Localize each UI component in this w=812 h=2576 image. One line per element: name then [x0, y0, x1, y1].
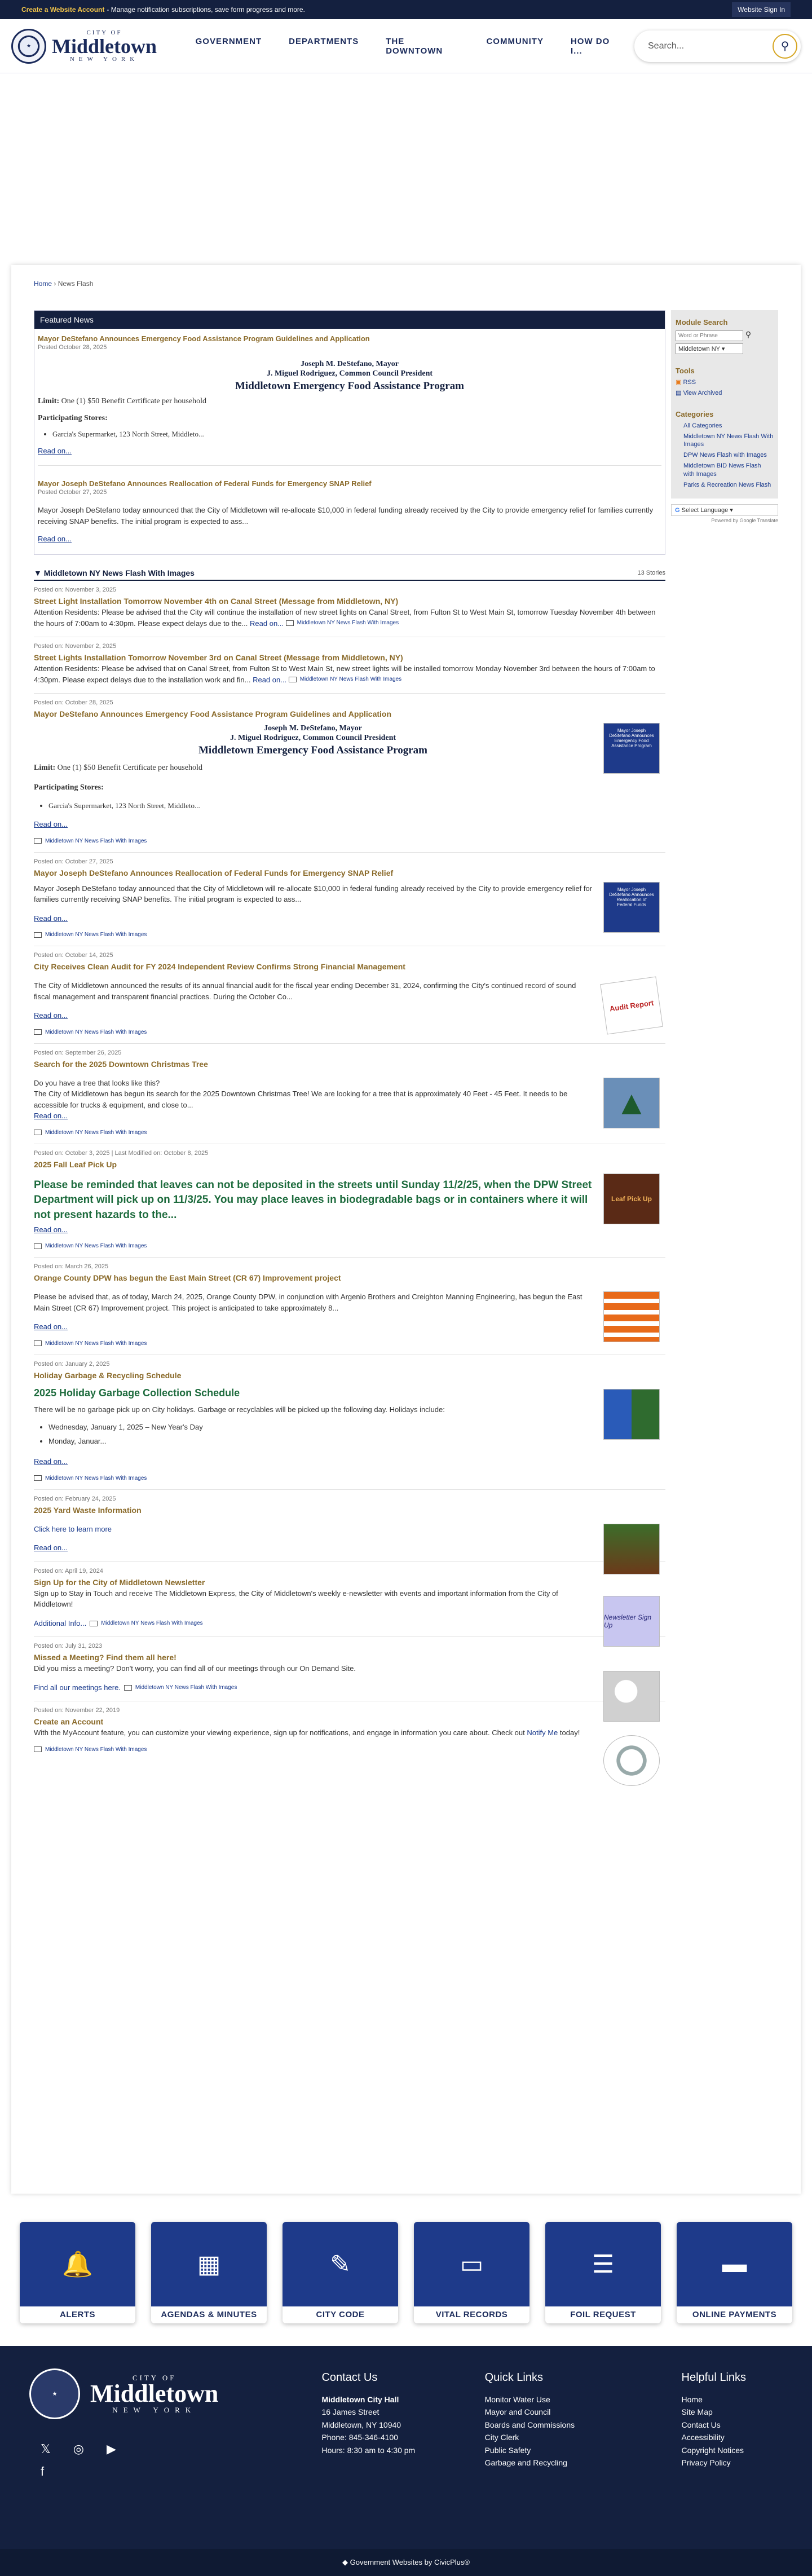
news-item	[34, 1490, 665, 1562]
news-date: Posted on: October 14, 2025	[34, 952, 113, 959]
category-icon	[34, 838, 42, 844]
category-icon	[34, 1340, 42, 1346]
letterhead-mayor: Joseph M. DeStefano, Mayor	[301, 360, 399, 368]
category-bid[interactable]: Middletown BID News Flash with Images	[683, 462, 761, 478]
categories-heading: Categories	[676, 409, 714, 418]
thumbnail-caption: Leaf Pick Up	[611, 1194, 652, 1203]
collapse-icon[interactable]: ▼	[34, 568, 42, 578]
category-icon	[34, 1746, 42, 1752]
featured-item-date: Posted October 27, 2025	[38, 489, 107, 496]
helpful-links-heading: Helpful Links	[681, 2371, 747, 2384]
language-select[interactable]: G Select Language ▾	[671, 504, 778, 516]
quick-link-label: AGENDAS & MINUTES	[161, 2310, 257, 2319]
news-date: Posted on: October 28, 2025	[34, 699, 113, 707]
news-flash-heading	[34, 568, 665, 581]
account-message-text: - Manage notification subscriptions, save form progress and more.	[107, 6, 305, 14]
read-on-link[interactable]: Read on...	[34, 1322, 68, 1331]
holiday-item: • Monday, Januar...	[48, 1435, 592, 1449]
limit-label: Limit:	[34, 763, 56, 772]
read-on-link[interactable]: Read on...	[250, 619, 284, 628]
news-body-tail: today!	[559, 1728, 580, 1737]
news-item	[34, 1355, 665, 1490]
news-date: Posted on: October 3, 2025 | Last Modified on: October 8, 2025	[34, 1149, 209, 1157]
featured-item	[34, 329, 665, 474]
category-icon	[124, 1685, 132, 1691]
traffic-barrels-thumbnail[interactable]	[603, 1291, 660, 1342]
nav-departments[interactable]: DEPARTMENTS	[289, 36, 359, 46]
news-body-2: The City of Middletown has begun its search for the 2025 Downtown Christmas Tree! We are looking for a tree that is approximately 40 Feet - 45 Feet. It needs to be accessible for trucks & equipment, and close to...	[34, 1089, 568, 1109]
footer-city-name: Middletown	[90, 2380, 219, 2407]
account-message	[21, 6, 305, 14]
news-date: Posted on: October 27, 2025	[34, 858, 113, 865]
news-body: Did you miss a meeting? Don't worry, you can find all of our meetings through our On Demand Site.	[34, 1664, 356, 1673]
breadcrumb-current: News Flash	[58, 280, 94, 288]
civicplus-credit[interactable]	[0, 2549, 812, 2576]
read-on-link[interactable]: Read on...	[34, 1011, 68, 1020]
read-on-link[interactable]: Read on...	[34, 914, 68, 923]
civicplus-icon: ◆	[342, 2558, 348, 2566]
language-select-label: Select Language	[681, 506, 729, 514]
bell-icon: 🔔	[20, 2222, 135, 2306]
news-date: Posted on: November 22, 2019	[34, 1707, 120, 1714]
city-seal-icon: ★	[11, 29, 46, 64]
featured-item-title[interactable]: Mayor Joseph DeStefano Announces Reallocation of Federal Funds for Emergency SNAP Relief	[38, 479, 372, 488]
read-on-link[interactable]: Read on...	[38, 447, 72, 456]
news-item	[34, 637, 665, 694]
footer-link-privacy[interactable]: Privacy Policy	[681, 2458, 731, 2467]
thumbnail-caption: Mayor Joseph DeStefano Announces Emergency Food Assistance Program	[609, 728, 654, 749]
store-item: • Garcia's Supermarket, 123 North Street, Middleto...	[48, 800, 592, 811]
module-select[interactable]	[676, 343, 743, 354]
featured-item-title[interactable]: Mayor DeStefano Announces Emergency Food Assistance Program Guidelines and Application	[38, 334, 370, 343]
find-meetings-link[interactable]: Find all our meetings here.	[34, 1683, 121, 1692]
news-date: Posted on: March 26, 2025	[34, 1263, 109, 1271]
footer-city-of: CITY OF	[132, 2374, 176, 2382]
quick-link-agendas[interactable]	[151, 2222, 267, 2323]
google-icon: G	[675, 506, 680, 514]
category-link[interactable]: Middletown NY News Flash With Images	[297, 620, 399, 627]
read-on-link[interactable]: Read on...	[34, 1457, 68, 1466]
translate-credit: Powered by Google Translate	[711, 517, 778, 523]
letterhead-council: J. Miguel Rodriguez, Common Council President	[266, 369, 433, 378]
footer-link-contact[interactable]: Contact Us	[681, 2420, 721, 2429]
news-date: Posted on: July 31, 2023	[34, 1643, 103, 1650]
news-thumbnail[interactable]	[603, 723, 660, 774]
news-item	[34, 853, 665, 947]
news-item	[34, 1044, 665, 1144]
read-on-link[interactable]: Read on...	[34, 1225, 68, 1234]
participating-stores-heading: Participating Stores:	[34, 783, 104, 792]
footer-link-mayor[interactable]: Mayor and Council	[484, 2407, 551, 2417]
quick-link-alerts[interactable]	[20, 2222, 135, 2323]
category-link[interactable]: Middletown NY News Flash With Images	[101, 1620, 203, 1627]
footer-link-accessibility[interactable]: Accessibility	[681, 2433, 725, 2442]
featured-item-date: Posted October 28, 2025	[38, 344, 107, 351]
view-archived-link[interactable]	[676, 389, 774, 398]
news-title[interactable]: Missed a Meeting? Find them all here!	[34, 1653, 176, 1662]
store-item: • Garcia's Supermarket, 123 North Street, Middleto...	[52, 430, 661, 439]
footer-state: NEW YORK	[112, 2406, 197, 2414]
nav-how-do-i[interactable]: HOW DO I...	[570, 36, 610, 56]
module-search-heading: Module Search	[676, 318, 728, 327]
news-title[interactable]: 2025 Yard Waste Information	[34, 1505, 142, 1515]
letterhead-mayor: Joseph M. DeStefano, Mayor	[264, 724, 362, 733]
additional-info-link[interactable]: Additional Info...	[34, 1618, 87, 1627]
letterhead-program: Middletown Emergency Food Assistance Program	[198, 744, 427, 756]
category-icon	[90, 1621, 98, 1626]
thumbnail-caption: Newsletter Sign Up	[604, 1613, 652, 1629]
news-item	[34, 1701, 665, 1761]
phone-number: Phone: 845-346-4100	[321, 2433, 398, 2442]
site-header	[0, 19, 812, 73]
nav-the-downtown[interactable]: THE DOWNTOWN	[386, 36, 443, 56]
news-title[interactable]: Mayor Joseph DeStefano Announces Reallocation of Federal Funds for Emergency SNAP Relief	[34, 868, 394, 877]
category-link[interactable]: Middletown NY News Flash With Images	[45, 1243, 147, 1250]
news-item	[34, 581, 665, 637]
category-link[interactable]: Middletown NY News Flash With Images	[45, 1340, 147, 1347]
website-sign-in-button[interactable]: Website Sign In	[732, 2, 791, 17]
quick-link-label: ALERTS	[60, 2310, 95, 2319]
category-icon	[34, 1475, 42, 1481]
footer-link-home[interactable]: Home	[681, 2395, 703, 2404]
hero-banner	[0, 73, 812, 265]
youtube-icon[interactable]: ▶	[106, 2442, 116, 2456]
tools-heading: Tools	[676, 367, 695, 375]
top-bar	[0, 0, 812, 19]
news-item	[34, 1562, 665, 1638]
thumbnail-caption: Audit Report	[608, 998, 655, 1013]
limit-text: One (1) $50 Benefit Certificate per household	[57, 763, 202, 772]
category-link[interactable]: Middletown NY News Flash With Images	[45, 1746, 147, 1753]
read-on-link[interactable]: Read on...	[34, 1543, 68, 1552]
story-count: 13 Stories	[637, 570, 665, 577]
rss-icon: ▣	[676, 379, 682, 386]
site-search[interactable]	[634, 30, 801, 62]
facebook-icon[interactable]: f	[41, 2464, 45, 2478]
module-search-input[interactable]: Word or Phrase	[676, 330, 743, 341]
document-edit-icon: ✎	[283, 2222, 398, 2306]
footer-link-site-map[interactable]: Site Map	[681, 2407, 713, 2417]
news-title[interactable]: City Receives Clean Audit for FY 2024 Independent Review Confirms Strong Financial Management	[34, 962, 405, 972]
category-dpw[interactable]: DPW News Flash with Images	[683, 452, 767, 459]
quick-links	[0, 2222, 812, 2323]
quick-links-heading: Quick Links	[484, 2371, 543, 2384]
footer-link-clerk[interactable]: City Clerk	[484, 2433, 519, 2442]
city-seal-icon: ★	[29, 2368, 80, 2419]
news-flash-title[interactable]: Middletown NY News Flash With Images	[43, 568, 195, 578]
civicplus-label: Government Websites by CivicPlus®	[350, 2558, 470, 2566]
footer-link-water[interactable]: Monitor Water Use	[484, 2395, 550, 2404]
footer-link-boards[interactable]: Boards and Commissions	[484, 2420, 575, 2429]
letterhead-program: Middletown Emergency Food Assistance Program	[235, 380, 464, 392]
news-body: Mayor Joseph DeStefano today announced that the City of Middletown will re-allocate $10,000 in federal funding already received by the City to provide emergency relief for families currently receiving SNAP benefits. The initial program is expected to ass...	[34, 884, 593, 904]
category-link[interactable]: Middletown NY News Flash With Images	[45, 837, 147, 844]
news-thumbnail[interactable]	[603, 1174, 660, 1224]
news-item	[34, 694, 665, 852]
sidebar	[671, 310, 778, 499]
category-icon	[34, 1243, 42, 1249]
news-title[interactable]: Holiday Garbage & Recycling Schedule	[34, 1370, 182, 1380]
footer-link-safety[interactable]: Public Safety	[484, 2445, 531, 2455]
news-thumbnail[interactable]	[600, 977, 663, 1035]
nav-government[interactable]: GOVERNMENT	[195, 36, 262, 46]
category-link[interactable]: Middletown NY News Flash With Images	[45, 1475, 147, 1481]
logo-state: NEW YORK	[69, 55, 139, 63]
footer-link-copyright[interactable]: Copyright Notices	[681, 2445, 744, 2455]
learn-more-link[interactable]: Click here to learn more	[34, 1524, 112, 1533]
read-on-link[interactable]: Read on...	[34, 820, 68, 829]
category-icon	[286, 620, 294, 626]
news-date: Posted on: November 2, 2025	[34, 643, 117, 650]
category-icon	[34, 932, 42, 938]
limit-text: One (1) $50 Benefit Certificate per household	[61, 397, 206, 406]
quick-link-city-code[interactable]	[283, 2222, 398, 2323]
read-on-link[interactable]: Read on...	[38, 535, 72, 544]
news-item	[34, 946, 665, 1044]
participating-stores-heading: Participating Stores:	[38, 414, 108, 423]
letterhead-council: J. Miguel Rodriguez, Common Council President	[230, 734, 396, 743]
news-title[interactable]: Street Light Installation Tomorrow November 4th on Canal Street (Message from Middletown, NY)	[34, 597, 399, 606]
twitter-icon[interactable]: 𝕏	[41, 2442, 51, 2456]
quick-link-payments[interactable]	[677, 2222, 792, 2323]
news-body: Please be advised that, as of today, March 24, 2025, Orange County DPW, in conjunction with Argenio Brothers and Creighton Manning Engineering, has begun the East Main Street (CR 67) Improvement project. This project is anticipated to take approximately 8...	[34, 1293, 582, 1312]
city-seal-thumbnail[interactable]	[603, 1735, 660, 1786]
search-input[interactable]: Search...	[648, 41, 685, 51]
quick-link-label: FOIL REQUEST	[570, 2310, 636, 2319]
office-hours: Hours: 8:30 am to 4:30 pm	[321, 2445, 416, 2455]
category-link[interactable]: Middletown NY News Flash With Images	[45, 932, 147, 938]
news-thumbnail[interactable]	[603, 882, 660, 933]
category-link[interactable]: Middletown NY News Flash With Images	[45, 1129, 147, 1136]
logo-city-name: Middletown	[52, 34, 157, 58]
address-line-2: Middletown, NY 10940	[321, 2420, 401, 2429]
credit-card-icon: ▬	[677, 2222, 792, 2306]
site-footer	[0, 2346, 812, 2549]
breadcrumb-home[interactable]: Home	[34, 280, 52, 288]
quick-link-label: ONLINE PAYMENTS	[692, 2310, 777, 2319]
chevron-down-icon: ▾	[721, 346, 725, 352]
quick-link-label: VITAL RECORDS	[435, 2310, 508, 2319]
nav-community[interactable]: COMMUNITY	[486, 36, 544, 46]
quick-link-foil[interactable]	[545, 2222, 661, 2323]
read-on-link[interactable]: Read on...	[253, 675, 287, 684]
news-body: Sign up to Stay in Touch and receive The Middletown Express, the City of Middletown's weekly e-newsletter with events and important information from the City of Middletown!	[34, 1589, 558, 1609]
news-body: There will be no garbage pick up on City holidays. Garbage or recyclables will be picked up the following day. Holidays include:	[34, 1405, 445, 1414]
news-date: Posted on: February 24, 2025	[34, 1495, 116, 1502]
news-title[interactable]: Create an Account	[34, 1717, 104, 1727]
quick-link-vital-records[interactable]	[414, 2222, 529, 2323]
category-parks[interactable]: Parks & Recreation News Flash	[683, 481, 771, 488]
featured-news	[34, 310, 665, 555]
news-body: Attention Residents: Please be advised that the City will continue the installation of new street lights on Canal Street, from Fulton St to West Main St, tomorrow Tuesday November 4th between the hours of 7:00am to 4:30pm. Please expect delays due to the...	[34, 608, 656, 628]
christmas-tree-thumbnail[interactable]: ▲	[603, 1078, 660, 1128]
search-icon[interactable]: ⚲	[745, 330, 752, 339]
breadcrumb: Home › News Flash	[34, 280, 94, 288]
category-icon	[34, 1130, 42, 1135]
news-item	[34, 1258, 665, 1355]
holiday-item: • Wednesday, January 1, 2025 – New Year's Day	[48, 1421, 592, 1435]
rss-link[interactable]	[676, 378, 774, 387]
news-date: Posted on: November 3, 2025	[34, 586, 117, 594]
quick-link-label: CITY CODE	[316, 2310, 365, 2319]
category-all[interactable]: All Categories	[683, 422, 722, 429]
main-content	[11, 265, 801, 2194]
archive-icon: ▤	[676, 389, 682, 396]
featured-news-heading: Featured News	[34, 311, 665, 329]
news-body: Please be reminded that leaves can not be deposited in the streets until Sunday 11/2/25, when the DPW Street Department will pick up on 11/3/25. You may place leaves in biodegradable bags or in containers where it will not present hazards to the...	[34, 1179, 592, 1221]
city-logo[interactable]	[11, 29, 172, 64]
news-date: Posted on: September 26, 2025	[34, 1049, 122, 1056]
city-hall-name: Middletown City Hall	[321, 2395, 399, 2404]
logo-city-of: CITY OF	[86, 29, 122, 36]
news-title[interactable]: 2025 Fall Leaf Pick Up	[34, 1159, 117, 1169]
category-link[interactable]: Middletown NY News Flash With Images	[45, 1029, 147, 1035]
folder-icon: ▭	[414, 2222, 529, 2306]
thumbnail-caption: Mayor Joseph DeStefano Announces Reallocation of Federal Funds	[609, 886, 654, 907]
news-title[interactable]: Sign Up for the City of Middletown Newsletter	[34, 1577, 205, 1587]
category-icon	[34, 1029, 42, 1035]
featured-item-body: Mayor Joseph DeStefano today announced that the City of Middletown will re-allocate $10,000 in federal funding already received by the City to provide emergency relief for families currently receiving SNAP benefits. The initial program is expected to ass...	[38, 506, 654, 526]
search-icon[interactable]: ⚲	[773, 34, 797, 59]
category-link[interactable]: Middletown NY News Flash With Images	[299, 676, 402, 683]
garbage-bins-thumbnail[interactable]	[603, 1389, 660, 1440]
news-date: Posted on: January 2, 2025	[34, 1360, 110, 1368]
news-title[interactable]: Mayor DeStefano Announces Emergency Food Assistance Program Guidelines and Application	[34, 709, 392, 719]
news-title[interactable]: Orange County DPW has begun the East Main Street (CR 67) Improvement project	[34, 1273, 341, 1283]
news-item	[34, 1144, 665, 1258]
news-body: The City of Middletown announced the results of its annual financial audit for the fiscal year ending December 31, 2024, confirming the City's continued record of sound fiscal management and transparent financial practices. During the October Co...	[34, 981, 576, 1001]
calendar-icon: ▦	[151, 2222, 267, 2306]
news-body: With the MyAccount feature, you can customize your viewing experience, sign up for notifications, and engage in information you care about. Check out	[34, 1728, 525, 1737]
news-subtitle: 2025 Holiday Garbage Collection Schedule	[34, 1387, 240, 1399]
category-news-flash-images[interactable]: Middletown NY News Flash With Images	[683, 433, 774, 448]
contact-heading: Contact Us	[321, 2371, 378, 2384]
rss-label: RSS	[683, 379, 696, 386]
news-title[interactable]: Street Lights Installation Tomorrow November 3rd on Canal Street (Message from Middletown, NY)	[34, 653, 403, 663]
read-on-link[interactable]: Read on...	[34, 1111, 68, 1121]
instagram-icon[interactable]: ◎	[73, 2442, 84, 2456]
news-body: Do you have a tree that looks like this?	[34, 1078, 160, 1087]
footer-link-garbage[interactable]: Garbage and Recycling	[484, 2458, 567, 2467]
category-link[interactable]: Middletown NY News Flash With Images	[135, 1684, 237, 1691]
news-item	[34, 1637, 665, 1701]
news-date: Posted on: April 19, 2024	[34, 1567, 103, 1574]
main-nav	[182, 37, 634, 56]
module-select-value: Middletown NY	[678, 346, 720, 352]
view-archived-label: View Archived	[683, 389, 722, 396]
address-line-1: 16 James Street	[321, 2407, 379, 2417]
news-body: Attention Residents: Please be advised that on Canal Street, from Fulton St to West Main St, new street lights will be installed tomorrow Monday November 3rd between the hours of 7:00am to 4:30pm. Please expect delays due to the installation work and fin...	[34, 664, 655, 684]
form-icon: ☰	[545, 2222, 661, 2306]
news-title[interactable]: Search for the 2025 Downtown Christmas Tree	[34, 1059, 208, 1069]
create-account-link[interactable]: Create a Website Account	[21, 6, 105, 14]
featured-item	[34, 474, 665, 554]
category-icon	[289, 677, 297, 682]
notify-me-link[interactable]: Notify Me	[527, 1728, 558, 1737]
limit-label: Limit:	[38, 397, 60, 406]
